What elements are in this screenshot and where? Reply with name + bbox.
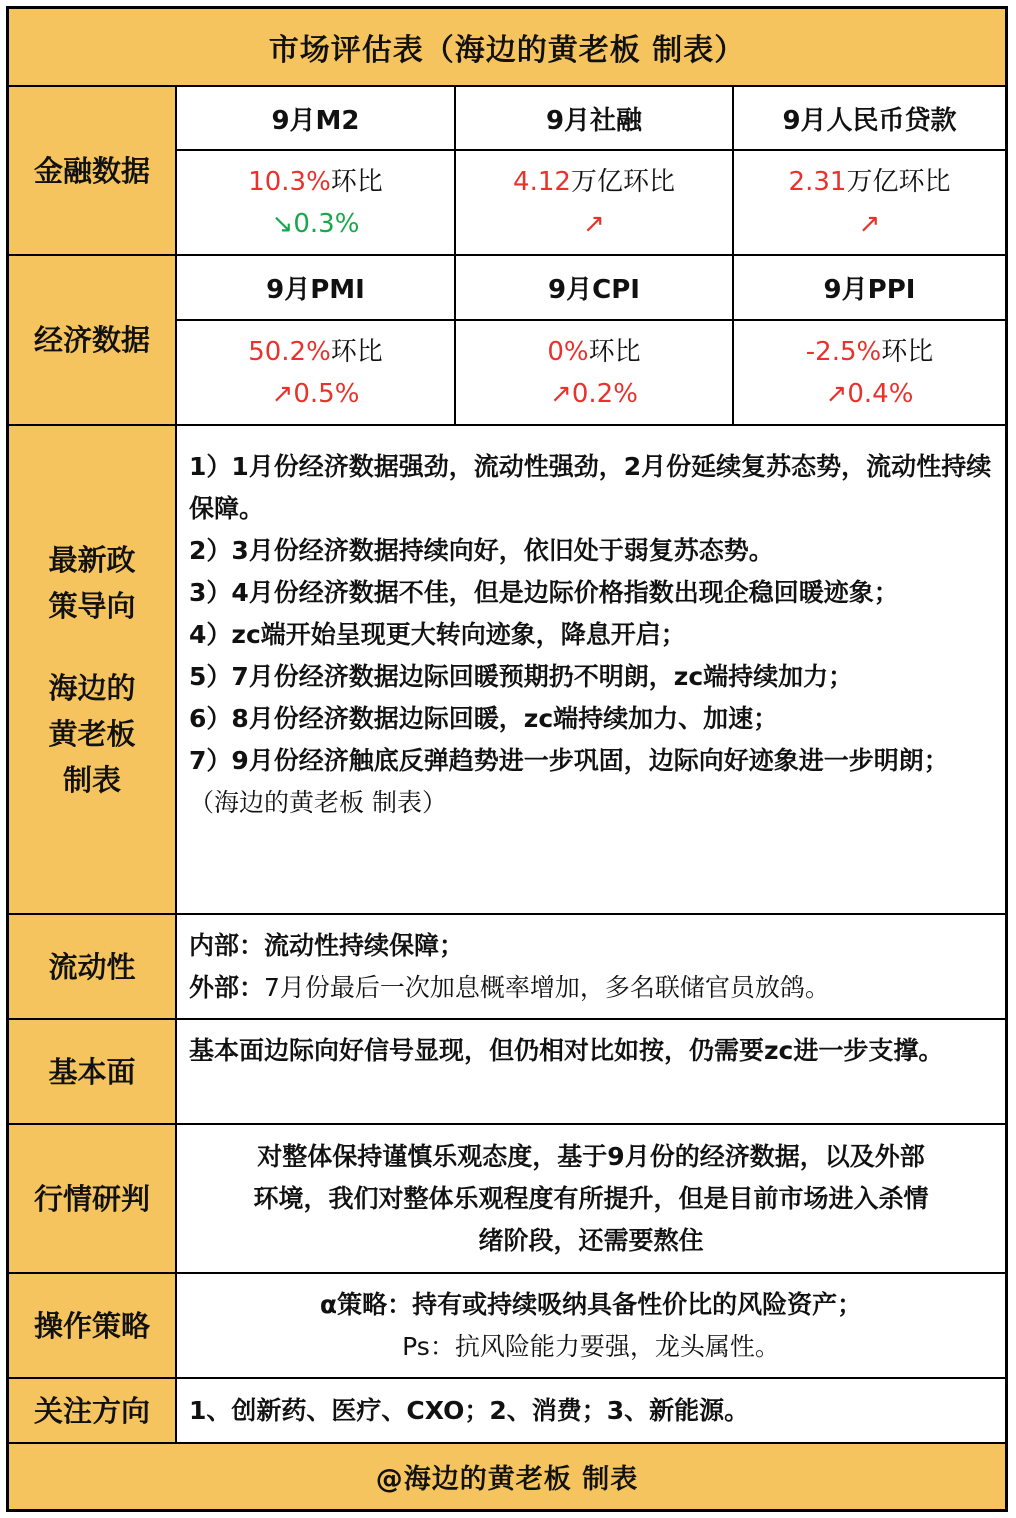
grid-line — [177, 319, 1005, 321]
market-assessment-table — [6, 6, 1008, 1512]
trend-up-icon: ↗ — [825, 378, 848, 409]
grid-line — [9, 254, 1005, 256]
fundamentals-text: 基本面边际向好信号显现，但仍相对比如按，仍需要zc进一步支撑。 — [189, 1036, 944, 1065]
market-line: 对整体保持谨慎乐观态度，基于9月份的经济数据，以及外部 — [257, 1141, 925, 1171]
policy-item: 5）7月份经济数据边际回暖预期扔不明朗，zc端持续加力； — [189, 662, 854, 691]
liquidity-external-value: 7月份最后一次加息概率增加，多名联储官员放鸽。 — [264, 973, 830, 1002]
focus-content — [177, 1379, 1005, 1442]
grid-line — [9, 424, 1005, 426]
economic-value-ppi — [734, 321, 1005, 424]
grid-line — [732, 85, 734, 426]
market-content — [177, 1125, 1005, 1272]
table-title: 市场评估表（海边的黄老板 制表） — [9, 9, 1005, 85]
trend-value: 0.4% — [847, 378, 914, 409]
value-number: 0% — [547, 336, 589, 367]
grid-line — [9, 1018, 1005, 1020]
economic-label: 经济数据 — [9, 256, 175, 424]
strategy-content — [177, 1274, 1005, 1377]
grid-line — [9, 1272, 1005, 1274]
policy-label-line: 策导向 — [48, 588, 136, 623]
policy-label-line: 海边的 — [48, 670, 136, 705]
trend-up-icon: ↗ — [550, 378, 572, 409]
grid-line — [9, 1123, 1005, 1125]
policy-item: 7）9月份经济触底反弹趋势进一步巩固，边际向好迹象进一步明朗； — [189, 746, 949, 775]
grid-line — [9, 1377, 1005, 1379]
policy-label-line: 最新政 — [48, 542, 136, 577]
policy-label-line: 黄老板 — [48, 716, 136, 751]
grid-line — [177, 149, 1005, 151]
table-footer: @海边的黄老板 制表 — [9, 1444, 1005, 1509]
value-number: 10.3% — [248, 166, 331, 197]
value-suffix: 万亿环比 — [846, 166, 951, 197]
financial-value-rmb-loans — [734, 151, 1005, 254]
value-suffix: 环比 — [881, 336, 934, 367]
value-suffix: 环比 — [588, 336, 641, 367]
trend-value: 0.3% — [293, 208, 360, 239]
trend-up-icon: ↗ — [271, 378, 294, 409]
economic-head-ppi: 9月PPI — [823, 275, 916, 305]
grid-line — [9, 1442, 1005, 1444]
grid-line — [175, 85, 177, 1444]
financial-head-m2: 9月M2 — [271, 105, 360, 136]
policy-label-line: 制表 — [62, 762, 121, 797]
strategy-line: α策略：持有或持续吸纳具备性价比的风险资产； — [319, 1289, 863, 1319]
financial-label: 金融数据 — [9, 87, 175, 254]
trend-value: 0.2% — [571, 378, 638, 409]
liquidity-label: 流动性 — [9, 915, 175, 1018]
liquidity-internal-key: 内部： — [189, 931, 265, 960]
trend-up-icon: ↗ — [583, 208, 605, 239]
value-suffix: 环比 — [330, 336, 383, 367]
strategy-label: 操作策略 — [9, 1274, 175, 1377]
financial-head-social-financing: 9月社融 — [545, 105, 643, 136]
market-label: 行情研判 — [9, 1125, 175, 1272]
focus-text: 1、创新药、医疗、CXO；2、消费；3、新能源。 — [189, 1395, 750, 1425]
liquidity-content — [177, 915, 1005, 1018]
grid-line — [454, 85, 456, 426]
financial-value-social-financing — [456, 151, 732, 254]
fundamentals-content — [177, 1020, 1005, 1123]
policy-content — [177, 426, 1005, 913]
trend-down-icon: ↘ — [271, 208, 294, 239]
policy-note: （海边的黄老板 制表） — [189, 788, 447, 817]
policy-label — [9, 426, 175, 913]
grid-line — [9, 85, 1005, 87]
liquidity-internal-value: 流动性持续保障； — [264, 931, 465, 960]
liquidity-external-key: 外部： — [189, 973, 265, 1002]
grid-line — [9, 913, 1005, 915]
economic-value-pmi — [177, 321, 454, 424]
value-number: -2.5% — [805, 336, 882, 367]
value-number: 2.31 — [788, 166, 847, 197]
value-number: 4.12 — [513, 166, 571, 197]
financial-value-m2 — [177, 151, 454, 254]
economic-value-cpi — [456, 321, 732, 424]
strategy-line: Ps：抗风险能力要强，龙头属性。 — [402, 1331, 780, 1361]
fundamentals-label: 基本面 — [9, 1020, 175, 1123]
value-number: 50.2% — [248, 336, 331, 367]
policy-item: 1）1月份经济数据强劲，流动性强劲，2月份延续复苏态势，流动性持续保障。 — [189, 452, 992, 523]
value-suffix: 环比 — [330, 166, 383, 197]
value-suffix: 万亿环比 — [570, 166, 675, 197]
policy-item: 6）8月份经济数据边际回暖，zc端持续加力、加速； — [189, 704, 779, 733]
market-line: 环境，我们对整体乐观程度有所提升，但是目前市场进入杀情 — [253, 1183, 929, 1213]
economic-head-cpi: 9月CPI — [548, 275, 640, 305]
trend-value: 0.5% — [293, 378, 360, 409]
policy-item: 3）4月份经济数据不佳，但是边际价格指数出现企稳回暖迹象； — [189, 578, 899, 607]
trend-up-icon: ↗ — [858, 208, 881, 239]
market-line: 绪阶段，还需要熬住 — [478, 1225, 704, 1255]
policy-item: 4）zc端开始呈现更大转向迹象，降息开启； — [189, 620, 686, 649]
financial-head-rmb-loans: 9月人民币贷款 — [782, 105, 957, 136]
economic-head-pmi: 9月PMI — [266, 275, 365, 305]
focus-label: 关注方向 — [9, 1379, 175, 1442]
policy-item: 2）3月份经济数据持续向好，依旧处于弱复苏态势。 — [189, 536, 774, 565]
